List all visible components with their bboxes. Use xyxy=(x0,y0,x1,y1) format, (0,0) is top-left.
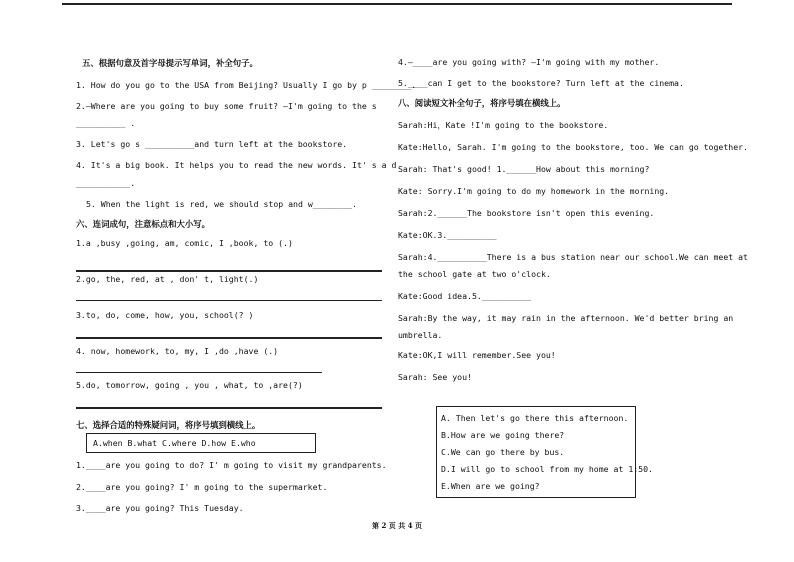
answer-line-2 xyxy=(76,300,382,301)
dialog-line-8: Kate:Good idea.5.__________ xyxy=(398,291,532,301)
section-8-title: 八、阅读短文补全句子，将序号填在横线上。 xyxy=(398,98,566,108)
s7-item-5: 5.____can I get to the bookstore? Turn left at the cinema. xyxy=(398,78,684,88)
dialog-line-2: Kate:Hello, Sarah. I'm going to the bookstore, too. We can go together. xyxy=(398,142,748,152)
dialog-line-7-cont: the school gate at two o'clock. xyxy=(398,269,551,279)
answer-line-5 xyxy=(76,407,382,409)
answer-line-1 xyxy=(76,270,382,272)
s5-item-5: 5. When the light is red, we should stop and w________. xyxy=(86,199,358,209)
s8-option-b: B.How are we going there? xyxy=(441,430,565,440)
dialog-line-4: Kate: Sorry.I'm going to do my homework in the morning. xyxy=(398,186,670,196)
s6-item-3: 3.to, do, come, how, you, school(? ) xyxy=(76,310,254,320)
dialog-line-9: Sarah:By the way, it may rain in the afternoon. We'd better bring an xyxy=(398,313,734,323)
s5-item-3: 3. Let's go s __________and turn left at the bookstore. xyxy=(76,139,348,149)
s7-options: A.when B.what C.where D.how E.who xyxy=(93,438,256,448)
s5-item-4: 4. It's a big book. It helps you to read the new words. It' s a d xyxy=(76,160,397,170)
dialog-line-11: Sarah: See you! xyxy=(398,372,472,382)
answer-line-3 xyxy=(76,337,382,339)
s5-item-4-blank: ___________. xyxy=(76,178,136,188)
s5-item-2: 2.—Where are you going to buy some fruit? —I'm going to the s xyxy=(76,101,377,111)
s7-item-2: 2.____are you going? I' m going to the supermarket. xyxy=(76,482,328,492)
s7-item-4: 4.—____are you going with? —I'm going with my mother. xyxy=(398,57,660,67)
s6-item-4: 4. now, homework, to, my, I ,do ,have (.) xyxy=(76,346,279,356)
s8-option-e: E.When are we going? xyxy=(441,481,540,491)
dialog-line-7: Sarah:4.__________There is a bus station near our school.We can meet at xyxy=(398,252,748,262)
dialog-line-6: Kate:OK.3.__________ xyxy=(398,230,497,240)
s8-options-box xyxy=(436,406,653,498)
s7-item-1: 1.____are you going to do? I' m going to visit my grandparents. xyxy=(76,460,387,470)
s6-item-2: 2.go, the, red, at , don' t, light(.) xyxy=(76,274,259,284)
section-6-title: 六、连词成句，注意标点和大小写。 xyxy=(76,219,210,229)
s5-item-2-blank: __________ . xyxy=(76,118,136,128)
s8-option-c: C.We can go there by bus. xyxy=(441,447,565,457)
s6-item-1: 1.a ,busy ,going, am, comic, I ,book, to (.) xyxy=(76,238,293,248)
s8-option-d: D.I will go to school from my home at 1:50. xyxy=(441,464,653,474)
dialog-line-1: Sarah:Hi，Kate !I'm going to the bookstore. xyxy=(398,120,609,130)
s5-item-1: 1. How do you go to the USA from Beijing? Usually I go by p ________. xyxy=(76,80,417,90)
s8-option-a: A. Then let's go there this afternoon. xyxy=(441,413,629,423)
section-5-title: 五、根据句意及首字母提示写单词，补全句子。 xyxy=(82,58,258,68)
page-footer: 第 2 页 共 4 页 xyxy=(372,521,422,530)
dialog-line-9-cont: umbrella. xyxy=(398,330,443,340)
s7-options-box xyxy=(86,433,316,453)
answer-line-4 xyxy=(76,372,322,373)
section-7-title: 七、选择合适的特殊疑问词，将序号填到横线上。 xyxy=(76,420,261,430)
s6-item-5: 5.do, tomorrow, going , you , what, to ,are(?) xyxy=(76,380,303,390)
dialog-line-5: Sarah:2.______The bookstore isn't open this evening. xyxy=(398,208,655,218)
top-border xyxy=(62,3,732,5)
dialog-line-10: Kate:OK,I will remember.See you! xyxy=(398,350,556,360)
s7-item-3: 3.____are you going? This Tuesday. xyxy=(76,503,244,513)
dialog-line-3: Sarah: That's good! 1.______How about this morning? xyxy=(398,164,650,174)
